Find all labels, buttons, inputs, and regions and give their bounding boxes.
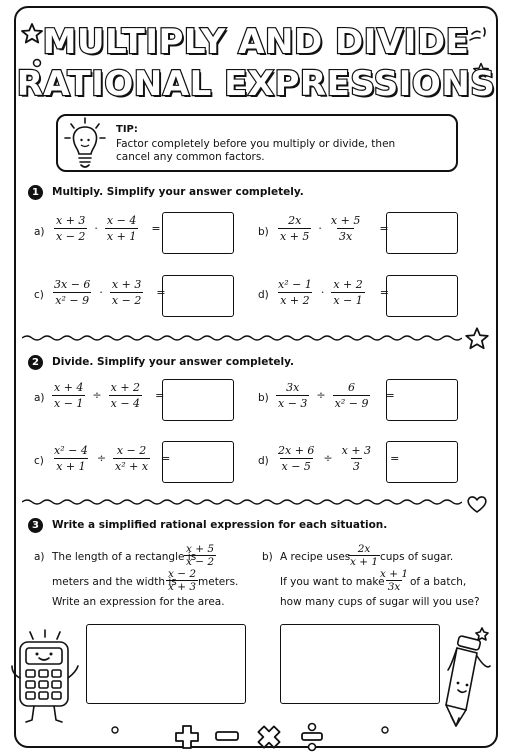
answer-box[interactable] xyxy=(280,624,440,704)
answer-box[interactable] xyxy=(162,441,234,483)
section-number: 1 xyxy=(28,185,43,200)
section-title: Multiply. Simplify your answer completely. xyxy=(52,186,304,198)
problem-label: a) xyxy=(34,226,45,238)
problem-text: A recipe uses xyxy=(280,551,351,563)
expression: $\frac{x + 4}{x - 1}$ ÷ $\frac{x + 2}{x - 4}$ = xyxy=(54,381,165,410)
expression: $\frac{2x}{x + 5}$ · $\frac{x + 5}{3x}$ = xyxy=(280,214,389,243)
answer-box[interactable] xyxy=(386,441,458,483)
problem-label: a) xyxy=(34,392,45,404)
problem-label: c) xyxy=(34,289,44,301)
pencil-mascot-icon xyxy=(444,626,496,734)
heart-icon xyxy=(466,494,488,514)
fraction: $\frac{2x}{x + 1}$ xyxy=(350,543,379,568)
problem-text: how many cups of sugar will you use? xyxy=(280,596,480,608)
calculator-mascot-icon xyxy=(8,628,82,726)
wavy-divider xyxy=(22,332,462,344)
problem-text: Write an expression for the area. xyxy=(52,596,225,608)
expression: $\frac{\text{x² − 1}}{x + 2}$ · $\frac{x + 2}{x - 1}$ = xyxy=(278,278,389,307)
divide-icon xyxy=(300,722,324,752)
fraction: $\frac{x - 2}{x + 3}$ xyxy=(168,568,197,593)
wavy-divider xyxy=(22,496,462,508)
multiply-icon xyxy=(256,724,282,750)
answer-box[interactable] xyxy=(162,379,234,421)
circle-icon xyxy=(380,725,390,735)
problem-label: d) xyxy=(258,455,269,467)
expression: $\frac{\text{x² − 4}}{x + 1}$ ÷ $\frac{x - 2}{\text{x² + x}}$ = xyxy=(54,444,171,473)
problem-label: a) xyxy=(34,551,45,563)
answer-box[interactable] xyxy=(386,379,458,421)
plus-icon xyxy=(174,724,200,750)
problem-label: d) xyxy=(258,289,269,301)
problem-label: b) xyxy=(262,551,273,563)
tip-label: TIP: xyxy=(116,124,138,135)
expression: $\frac{2x + 6}{x - 5}$ ÷ $\frac{x + 3}{3}$ = xyxy=(278,444,400,473)
expression: $\frac{3x - 6}{\text{x² − 9}}$ · $\frac{x + 3}{x - 2}$ = xyxy=(54,278,166,307)
star-icon xyxy=(464,326,490,350)
answer-box[interactable] xyxy=(162,275,234,317)
problem-label: c) xyxy=(34,455,44,467)
section-title: Write a simplified rational expression for each situation. xyxy=(52,519,388,531)
answer-box[interactable] xyxy=(86,624,246,704)
problem-text: The length of a rectangle is xyxy=(52,551,197,563)
section-number: 2 xyxy=(28,355,43,370)
answer-box[interactable] xyxy=(386,212,458,254)
expression: $\frac{x + 3}{x - 2}$ · $\frac{x - 4}{x + 1}$ = xyxy=(56,214,161,243)
answer-box[interactable] xyxy=(386,275,458,317)
problem-text: meters. xyxy=(198,576,239,588)
expression: $\frac{3x}{x - 3}$ ÷ $\frac{6}{\text{x² − 9}}$ = xyxy=(278,381,395,410)
section-title: Divide. Simplify your answer completely. xyxy=(52,356,294,368)
fraction: $\frac{x + 1}{3x}$ xyxy=(380,568,409,593)
page-title-line-1: MULTIPLY AND DIVIDE xyxy=(42,22,470,62)
problem-text: cups of sugar. xyxy=(380,551,454,563)
problem-label: b) xyxy=(258,226,269,238)
problem-text: meters and the width is xyxy=(52,576,177,588)
answer-box[interactable] xyxy=(162,212,234,254)
fraction: $\frac{x + 5}{x - 2}$ xyxy=(186,543,215,568)
page-title-line-2: RATIONAL EXPRESSIONS xyxy=(16,64,496,104)
lightbulb-icon xyxy=(62,116,108,172)
minus-icon xyxy=(214,730,240,742)
tip-text: Factor completely before you multiply or divide, then cancel any common factors. xyxy=(116,138,396,163)
problem-text: of a batch, xyxy=(410,576,467,588)
problem-label: b) xyxy=(258,392,269,404)
section-number: 3 xyxy=(28,518,43,533)
problem-text: If you want to make xyxy=(280,576,385,588)
circle-icon xyxy=(110,725,120,735)
